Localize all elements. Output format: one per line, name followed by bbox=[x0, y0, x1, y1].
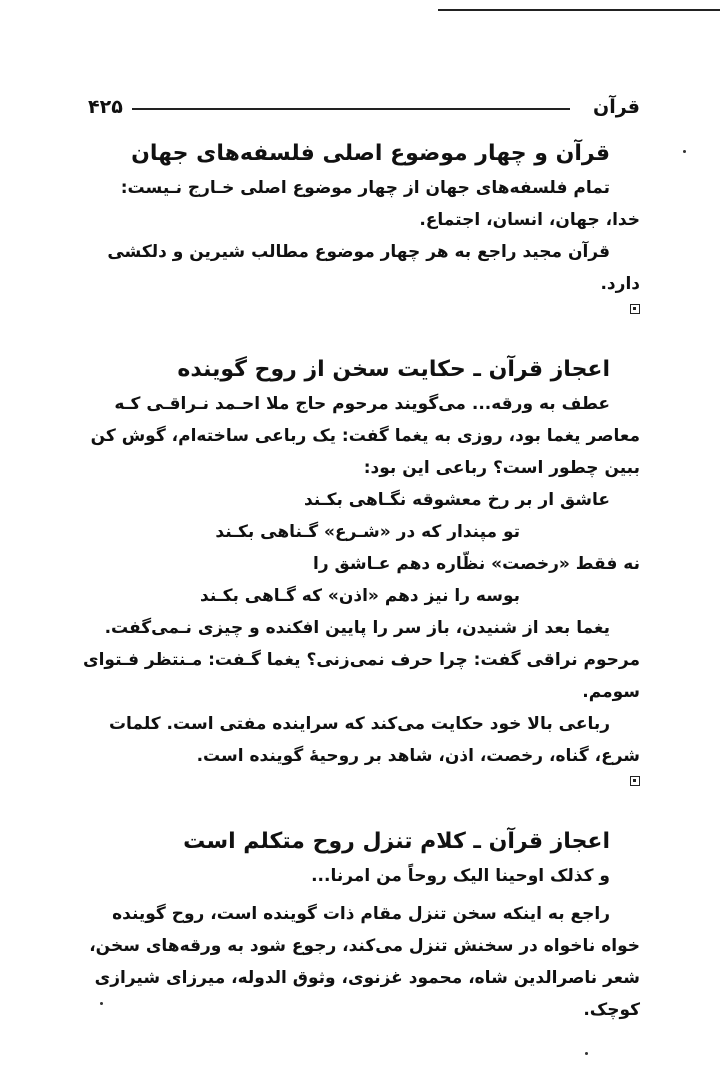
verse-line: بوسه را نیز دهم «اذن» که گـاهی بکـند bbox=[200, 586, 520, 606]
section-end-mark bbox=[90, 772, 640, 796]
section-3 bbox=[90, 824, 640, 1026]
end-square-icon bbox=[630, 776, 640, 786]
paragraph-line: کوچک. bbox=[583, 1000, 640, 1020]
paragraph-line: دارد. bbox=[600, 274, 640, 294]
page-number: ۴۲۵ bbox=[88, 96, 123, 118]
section-2-title: اعجاز قرآن ـ حکایت سخن از روح گوینده bbox=[177, 357, 610, 382]
section-1 bbox=[90, 136, 640, 324]
quote-line: و کذلک اوحینا الیک روحاً من امرنا... bbox=[311, 866, 610, 886]
paragraph-line: ببین چطور است؟ رباعی این بود: bbox=[363, 458, 640, 478]
spacer bbox=[90, 796, 640, 824]
paragraph-line: معاصر یغما بود، روزی به یغما گفت: یک رباعی ساخته‌ام، گوش کن bbox=[90, 426, 640, 446]
paragraph-line: تمام فلسفه‌های جهان از چهار موضوع اصلی خـارج نـیست: bbox=[120, 178, 610, 198]
speck bbox=[683, 150, 686, 153]
page-header bbox=[88, 92, 640, 122]
paragraph-line: رباعی بالا خود حکایت می‌کند که سراینده مفتی است. کلمات bbox=[108, 714, 610, 734]
paragraph-line: شرع، گناه، رخصت، اذن، شاهد بر روحیهٔ گوینده است. bbox=[196, 746, 640, 766]
speck bbox=[585, 1052, 588, 1055]
section-1-title: قرآن و چهار موضوع اصلی فلسفه‌های جهان bbox=[131, 141, 610, 166]
paragraph-line: قرآن مجید راجع به هر چهار موضوع مطالب شیرین و دلکشی bbox=[107, 242, 610, 262]
end-square-icon bbox=[630, 304, 640, 314]
section-2 bbox=[83, 352, 640, 796]
verse-line: نه فقط «رخصت» نظّاره دهم عـاشق را bbox=[313, 554, 640, 574]
page-body bbox=[83, 136, 640, 1026]
verse-line: تو مپندار که در «شـرع» گـناهی بکـند bbox=[215, 522, 520, 542]
paragraph-line: یغما بعد از شنیدن، باز سر را پایین افکنده و چیزی نـمی‌گفت. bbox=[104, 618, 610, 638]
speck bbox=[100, 1002, 103, 1005]
paragraph-line: سومم. bbox=[582, 682, 640, 702]
verse-line: عاشق ار بر رخ معشوقه نگـاهی بکـند bbox=[304, 490, 610, 510]
top-rule bbox=[438, 9, 720, 11]
paragraph-line: خواه ناخواه در سخنش تنزل می‌کند، رجوع شود به ورقه‌های سخن، bbox=[89, 936, 640, 956]
section-end-mark bbox=[90, 300, 640, 324]
paragraph-line: عطف به ورقه... می‌گویند مرحوم حاج ملا احـمد نـراقـی کـه bbox=[114, 394, 610, 414]
paragraph-line: مرحوم نراقی گفت: چرا حرف نمی‌زنی؟ یغما گـفت: مـنتظر فـتوای bbox=[83, 650, 640, 670]
running-head: قرآن bbox=[593, 96, 640, 118]
section-3-title: اعجاز قرآن ـ کلام تنزل روح متکلم است bbox=[183, 829, 610, 854]
header-rule bbox=[132, 108, 570, 110]
paragraph-line: راجع به اینکه سخن تنزل مقام ذات گوینده است، روح گوینده bbox=[112, 904, 610, 924]
paragraph-line: خدا، جهان، انسان، اجتماع. bbox=[419, 210, 640, 230]
paragraph-line: شعر ناصرالدین شاه، محمود غزنوی، وثوق الدوله، میرزای شیرازی bbox=[94, 968, 640, 988]
spacer bbox=[90, 324, 640, 352]
